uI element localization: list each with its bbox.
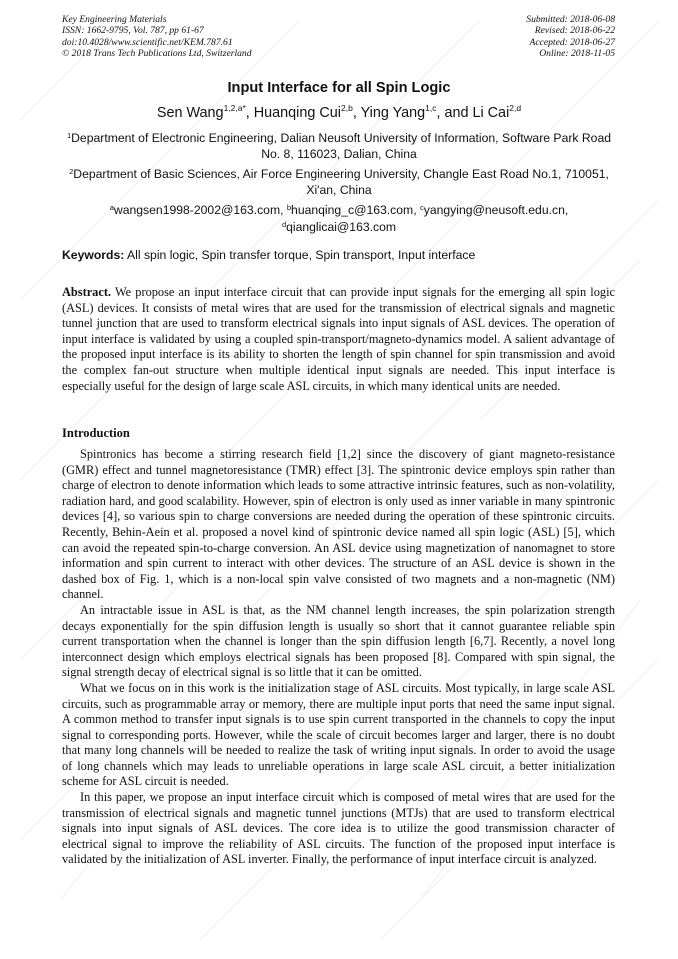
paragraph: An intractable issue in ASL is that, as the NM channel length increases, the spin polarization strength decays exponentially for the spin diffusion length is usually so short that it cannot guarantee reliable spin current transportation when the channel is longer than the spin diffusion length [6,7]. Recently, a novel long interconnect design which employs electrical signals has been proposed [8]. Compared with spin signal, the signal strength decay of electrical signal is so little that it can be omitted. — [62, 602, 615, 680]
affiliation-marker: 2 — [69, 167, 74, 176]
author-name: Huanqing Cui — [253, 105, 341, 121]
author-affiliation-marker: 1,2,a* — [223, 103, 246, 113]
paragraph: In this paper, we propose an input interface circuit which is composed of metal wires that are used for the transmission of electrical signals and magnetic tunnel junctions (MTJs) that are used to transform electrical signals into input signals of ASL devices. The core idea is to utilize the good transmission character of electrical signal to improve the reliability of ASL circuits. The function of the proposed input interface is validated by the initialization of ASL inverter. Finally, the performance of input interface circuit is analyzed. — [62, 790, 615, 867]
author-separator: , — [352, 105, 361, 121]
email-list — [62, 201, 616, 234]
introduction-body — [62, 447, 615, 868]
revised-date: Revised: 2018-06-22 — [534, 25, 615, 37]
author-affiliation-marker: 2,b — [340, 103, 353, 113]
affiliation-marker: 1 — [66, 131, 72, 140]
accepted-date: Accepted: 2018-06-27 — [529, 36, 615, 48]
affiliation-text: Department of Electronic Engineering, Dalian Neusoft University of Information, Software Park Road No. 8, 116023, Dalian, China — [71, 131, 612, 161]
email-separator: , — [413, 203, 420, 217]
affiliation-2 — [62, 164, 616, 198]
copyright-line: © 2018 Trans Tech Publications Ltd, Switzerland — [62, 48, 252, 60]
paragraph: Spintronics has become a stirring research field [1,2] since the discovery of giant magneto-resistance (GMR) effect and tunnel magnetoresistance (TMR) effect [3]. The spintronic device employs spin rather than charge of electron to denote information which leads to some attractive intrinsic features, such as non-volatility, radiation hard, and good scalability. However, spin of electron is only used as inner variable in many spintronic devices [4], so various spin to charge conversions are needed during the operation of these spintronic circuits. Recently, Behin-Aein et al. proposed a novel kind of spintronic device named all spin logic (ASL) [5], which can avoid the repeated spin-to-charge conversion. An ASL device using magnetization of nanomagnet to store information and spin current to interact with other devices. The structure of an ASL device is shown in the dashed box of Fig. 1, which is a non-local spin valve consisted of two magnets and a non-magnetic (NM) channel. — [62, 447, 615, 602]
email-marker: d — [281, 219, 287, 229]
issn-line: ISSN: 1662-9795, Vol. 787, pp 61-67 — [62, 25, 204, 37]
email-marker: a — [109, 203, 114, 212]
author-name: Ying Yang — [360, 105, 426, 121]
submitted-date: Submitted: 2018-06-08 — [526, 14, 615, 25]
publication-dates — [526, 14, 615, 60]
author-name: Sen Wang — [156, 105, 224, 121]
keywords-label: Keywords: — [62, 248, 125, 262]
author-list — [0, 103, 678, 121]
journal-name: Key Engineering Materials — [62, 14, 167, 25]
author-affiliation-marker: 2,d — [509, 103, 522, 113]
author-separator: , and — [436, 105, 473, 121]
abstract-text: We propose an input interface circuit that can provide input signals for the emerging all spin logic (ASL) devices. It consists of metal wires that are used for the transmission of electrical signals and magnetic tunnel junction that are used to transform electrical signals into input signals of ASL devices. The operation of input interface is validated by using a coupled spin-transport/magneto-dynamics model. A salient advantage of the proposed input interface is its ability to shorten the length of spin channel for spin transmission and avoid the complex fan-out structure when multiple identical input signals are needed. This input interface is especially useful for the design of large scale ASL circuits, in which many identical units are needed. — [62, 285, 615, 393]
email-address[interactable]: wangsen1998-2002@163.com — [113, 203, 281, 217]
online-date: Online: 2018-11-05 — [539, 48, 615, 60]
affiliation-text: Department of Basic Sciences, Air Force Engineering University, Changle East Road No.1, 710051, Xi'an, China — [73, 167, 609, 197]
email-marker: c — [419, 203, 424, 212]
author-separator: , — [245, 105, 254, 121]
paper-title: Input Interface for all Spin Logic — [227, 80, 451, 96]
email-address[interactable]: qianglicai@163.com — [286, 219, 397, 234]
abstract-label: Abstract. — [62, 285, 112, 299]
email-address[interactable]: yangying@neusoft.edu.cn — [423, 203, 565, 217]
keywords-text: All spin logic, Spin transfer torque, Spin transport, Input interface — [127, 248, 476, 262]
abstract — [62, 285, 615, 394]
author-affiliation-marker: 1,c — [425, 103, 437, 113]
email-separator: , — [280, 203, 287, 217]
journal-info — [62, 14, 252, 60]
keywords-line — [62, 248, 622, 262]
email-separator: , — [564, 203, 569, 217]
affiliation-1 — [62, 128, 616, 162]
author-name: Li Cai — [472, 105, 510, 121]
email-marker: b — [286, 203, 292, 212]
section-heading-introduction: Introduction — [62, 426, 130, 440]
email-address[interactable]: huanqing_c@163.com — [291, 203, 414, 217]
doi-line: doi:10.4028/www.scientific.net/KEM.787.61 — [62, 36, 233, 48]
paragraph: What we focus on in this work is the initialization stage of ASL circuits. Most typically, in large scale ASL circuits, such as programmable array or memory, there are multiple input ports that need the same input signal. A common method to transfer input signals is to use spin current transported in the channels to copy the input signal to corresponding ports. However, while the scale of circuit becomes larger and larger, there is no doubt that many long channels will be needed to realize the task of writing input signals. In order to avoid the usage of long channels which may leads to unreliable operations in large scale ASL circuit, a better initialization scheme for ASL circuit is needed. — [62, 680, 615, 789]
